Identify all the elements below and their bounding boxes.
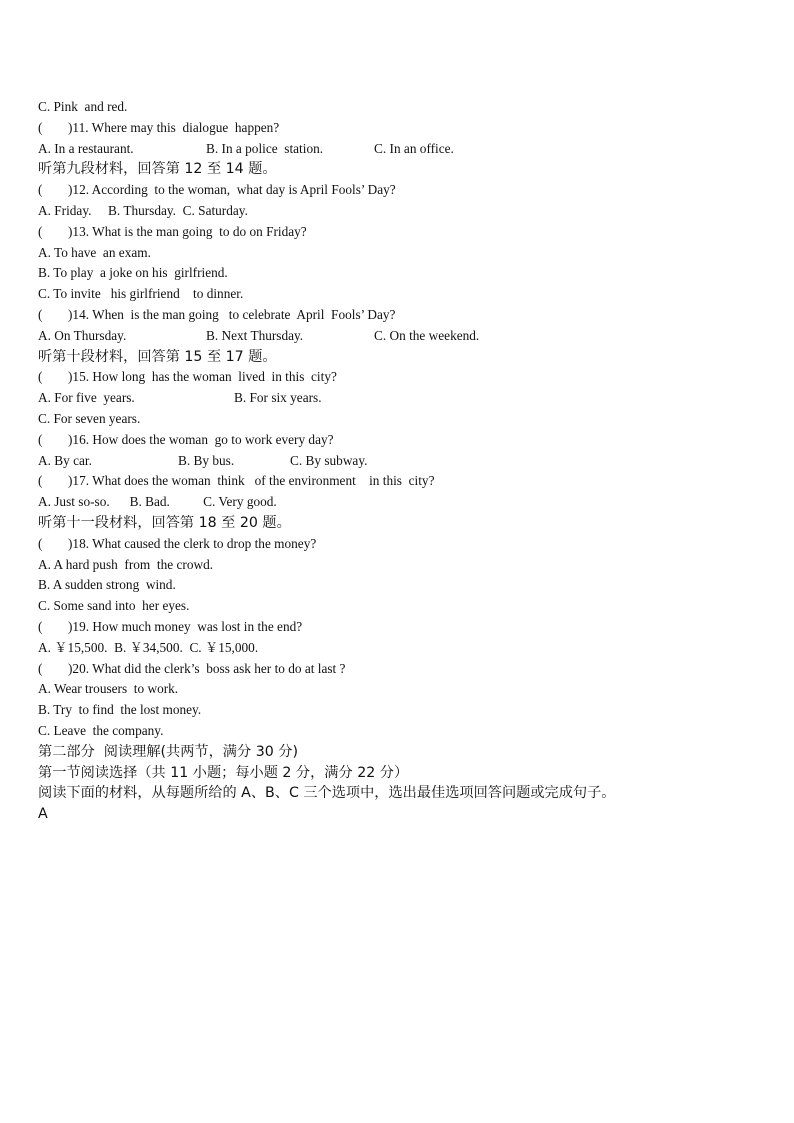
section-heading: 第一节阅读选择（共 11 小题；每小题 2 分，满分 22 分） [38,764,409,781]
option-line [38,263,758,284]
question-20 [38,659,758,680]
options-row [38,326,758,347]
option-line [38,575,758,596]
option-text: C. Pink and red. [38,99,128,114]
option-a: A. In a restaurant. [38,140,134,156]
question-number: )15. [68,369,90,385]
question-number: )19. [68,618,90,634]
question-18 [38,534,758,555]
option-b: B. By bus. [178,452,235,468]
answer-blank: ( [38,618,43,634]
option-line [38,284,758,305]
section-instruction: 听第十一段材料，回答第 18 至 20 题。 [38,514,291,531]
option-text: C. Some sand into her eyes. [38,598,190,614]
option-line [38,492,758,513]
question-number: )18. [68,535,90,551]
answer-blank: ( [38,660,43,676]
answer-blank: ( [38,182,43,198]
option-c: C. In an office. [374,140,454,156]
answer-blank: ( [38,473,43,489]
options-row [38,451,758,472]
question-14 [38,305,758,326]
option-line [38,638,758,659]
question-stem: How much money was lost in the end? [89,618,303,634]
option-a: A. For five years. [38,390,135,406]
option-text: A. A hard push from the crowd. [38,556,214,572]
question-number: )12. [68,182,90,198]
option-text: A. To have an exam. [38,244,151,260]
question-stem: How long has the woman lived in this city? [89,369,337,385]
question-stem: According to the woman, what day is April Fools’ Day? [89,182,396,198]
reading-instruction: 阅读下面的材料，从每题所给的 A、B、C 三个选项中，选出最佳选项回答问题或完成句子。 [38,785,616,802]
question-stem: What does the woman think of the environment in this city? [89,473,435,489]
option-line [38,555,758,576]
question-stem: What is the man going to do on Friday? [89,223,307,239]
question-17 [38,471,758,492]
question-stem: How does the woman go to work every day? [89,431,334,447]
option-b: B. In a police station. [206,140,324,156]
question-number: )16. [68,431,90,447]
option-text: B. Try to find the lost money. [38,702,202,718]
options-row [38,139,758,160]
question-15 [38,367,758,388]
option-a: A. On Thursday. [38,327,127,343]
option-line [38,721,758,742]
passage-label: A [38,806,48,823]
option-line [38,700,758,721]
question-number: )14. [68,306,90,322]
option-line [38,679,758,700]
option-text: C. For seven years. [38,410,141,426]
section-instruction: 听第十段材料，回答第 15 至 17 题。 [38,348,277,365]
options-row [38,388,758,409]
option-text: A. Just so-so. B. Bad. C. Very good. [38,494,277,510]
option-text: B. To play a joke on his girlfriend. [38,265,228,281]
answer-blank: ( [38,535,43,551]
question-number: )11. [68,119,89,135]
part-heading: 第二部分 阅读理解(共两节，满分 30 分) [38,743,298,760]
question-19 [38,617,758,638]
option-text: A. Friday. B. Thursday. C. Saturday. [38,202,248,218]
option-text: C. To invite his girlfriend to dinner. [38,286,244,302]
question-stem: Where may this dialogue happen? [88,119,280,135]
question-number: )17. [68,473,90,489]
option-line [38,409,758,430]
option-a: A. By car. [38,452,92,468]
question-12 [38,180,758,201]
answer-blank: ( [38,119,43,135]
question-13 [38,222,758,243]
question-stem: When is the man going to celebrate April Fools’ Day? [89,306,396,322]
option-c: C. On the weekend. [374,327,480,343]
option-text: C. Leave the company. [38,722,164,738]
question-stem: What did the clerk’s boss ask her to do at last ? [89,660,346,676]
section-instruction: 听第九段材料，回答第 12 至 14 题。 [38,161,277,178]
question-stem: What caused the clerk to drop the money? [89,535,317,551]
option-text: A. Wear trousers to work. [38,681,179,697]
option-text: B. A sudden strong wind. [38,577,176,593]
option-line [38,596,758,617]
question-number: )20. [68,660,90,676]
option-line [38,97,758,118]
option-text: A. ￥15,500. B. ￥34,500. C. ￥15,000. [38,639,259,655]
exam-content [38,97,758,825]
option-b: B. Next Thursday. [206,327,304,343]
option-c: C. By subway. [290,452,368,468]
option-b: B. For six years. [234,390,322,406]
answer-blank: ( [38,431,43,447]
option-line [38,201,758,222]
question-number: )13. [68,223,90,239]
option-line [38,243,758,264]
answer-blank: ( [38,223,43,239]
answer-blank: ( [38,369,43,385]
question-16 [38,430,758,451]
answer-blank: ( [38,306,43,322]
question-11 [38,118,758,139]
